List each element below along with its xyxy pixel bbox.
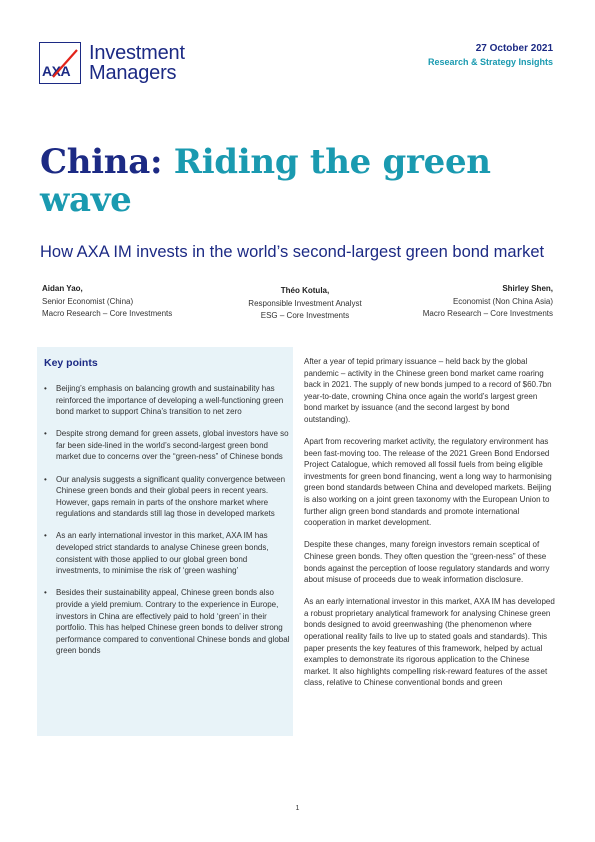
axa-logo-icon — [39, 42, 81, 84]
brand-name-line1: Investment — [89, 42, 185, 64]
key-point-text: Besides their sustainability appeal, Chinese green bonds also provide a yield premium. Contrary to the experience in Europe, investors in China are effectively paid to hold ‘green’ in their portfolio. This has helped Chinese green bonds to deliver strong performance compared to conventional Chinese bonds and global green bonds — [56, 588, 290, 656]
bullet-icon: • — [44, 384, 47, 393]
author-name: Théo Kotula, — [280, 286, 330, 295]
author-team: Macro Research – Core Investments — [42, 309, 173, 318]
author-role: Economist (Non China Asia) — [452, 296, 553, 306]
key-point-item — [43, 530, 291, 576]
author-name: Aidan Yao, — [42, 284, 83, 293]
key-point-text: As an early international investor in this market, AXA IM has developed strict standards to analyse Chinese green bonds, consistent with those applied to our global green bond investments, to minimise the risk of ‘green washing’ — [56, 531, 269, 576]
key-point-text: Our analysis suggests a significant quality convergence between Chinese green bonds and their global peers in recent years. However, gaps remain in parts of the onshore market where regulations and standards still lag those in developed markets — [56, 474, 286, 519]
key-point-item — [43, 587, 291, 657]
bullet-icon: • — [44, 429, 47, 439]
publication-date: 27 October 2021 — [475, 43, 553, 54]
page-subtitle: How AXA IM invests in the world’s second-largest green bond market — [40, 243, 545, 261]
svg-text:AXA: AXA — [42, 63, 71, 79]
body-paragraph: Despite these changes, many foreign investors remain sceptical of Chinese green bonds. They often question the “green-ness” of these bonds against the perception of loose regulatory standards and worry about misuse of proceeds due to weak information disclosure. — [304, 540, 550, 585]
bullet-icon: • — [44, 531, 47, 541]
page-number: 1 — [295, 805, 300, 812]
body-column — [304, 356, 556, 699]
body-paragraph: As an early international investor in this market, AXA IM has developed a robust proprietary analytical framework for analysing Chinese green bonds designed to avoid greenwashing (the phenomenon where operational reality fails to live up to stated goals and standards). This paper presents the key features of this framework, helped by actual examples to demonstrate its rigorous application to the Chinese market. It also highlights compelling risk-reward features of the asset class, relative to Chinese conventional bonds and green — [304, 597, 555, 688]
title-part1: China: — [40, 142, 174, 182]
page-title — [40, 143, 560, 219]
body-paragraph: Apart from recovering market activity, the regulatory environment has been fast-moving too. The release of the 2021 Green Bond Endorsed Project Catalogue, which removed all fossil fuels from being eligible investments for green bond financing, went a long way to harmonising green bond standards between China and developed markets. Beijing is also working on a joint green taxonomy with the European Union to further align green bond standards and promote international cooperation in market development. — [304, 437, 552, 528]
author-block — [423, 283, 553, 321]
body-paragraph: After a year of tepid primary issuance – held back by the global pandemic – activity in the Chinese green bond market came roaring back in 2021. The supply of new bonds jumped to a record of $60.7bn year-to-date, crowning China once again the world’s largest green bond market by issuance (and the second largest by bond outstanding). — [304, 357, 552, 424]
publication-category: Research & Strategy Insights — [427, 57, 553, 67]
author-role: Senior Economist (China) — [42, 296, 134, 306]
author-name: Shirley Shen, — [502, 284, 553, 293]
brand-name-line2: Managers — [89, 62, 177, 84]
author-team: Macro Research – Core Investments — [422, 309, 553, 318]
author-block — [225, 285, 385, 323]
key-point-item — [43, 383, 291, 418]
author-role: Responsible Investment Analyst — [248, 298, 362, 308]
key-point-item — [43, 428, 291, 463]
bullet-icon: • — [44, 588, 47, 598]
author-team: ESG – Core Investments — [260, 311, 350, 320]
bullet-icon: • — [44, 474, 47, 484]
key-points-list — [43, 383, 291, 667]
brand-name — [89, 43, 185, 83]
key-point-text: Despite strong demand for green assets, global investors have so far been side-lined in the world’s second-largest green bond market due to concerns over the “green-ness” of Chinese bonds — [56, 429, 289, 462]
title-part2: Riding the green wave — [40, 142, 491, 220]
axa-logo — [39, 42, 81, 84]
key-point-text: Beijing’s emphasis on balancing growth and sustainability has reinforced the importance of developing a well-functioning green bond market to support China’s transition to net zero — [56, 384, 284, 417]
author-block — [42, 283, 172, 321]
key-point-item — [43, 474, 291, 520]
key-points-title: Key points — [44, 357, 98, 369]
